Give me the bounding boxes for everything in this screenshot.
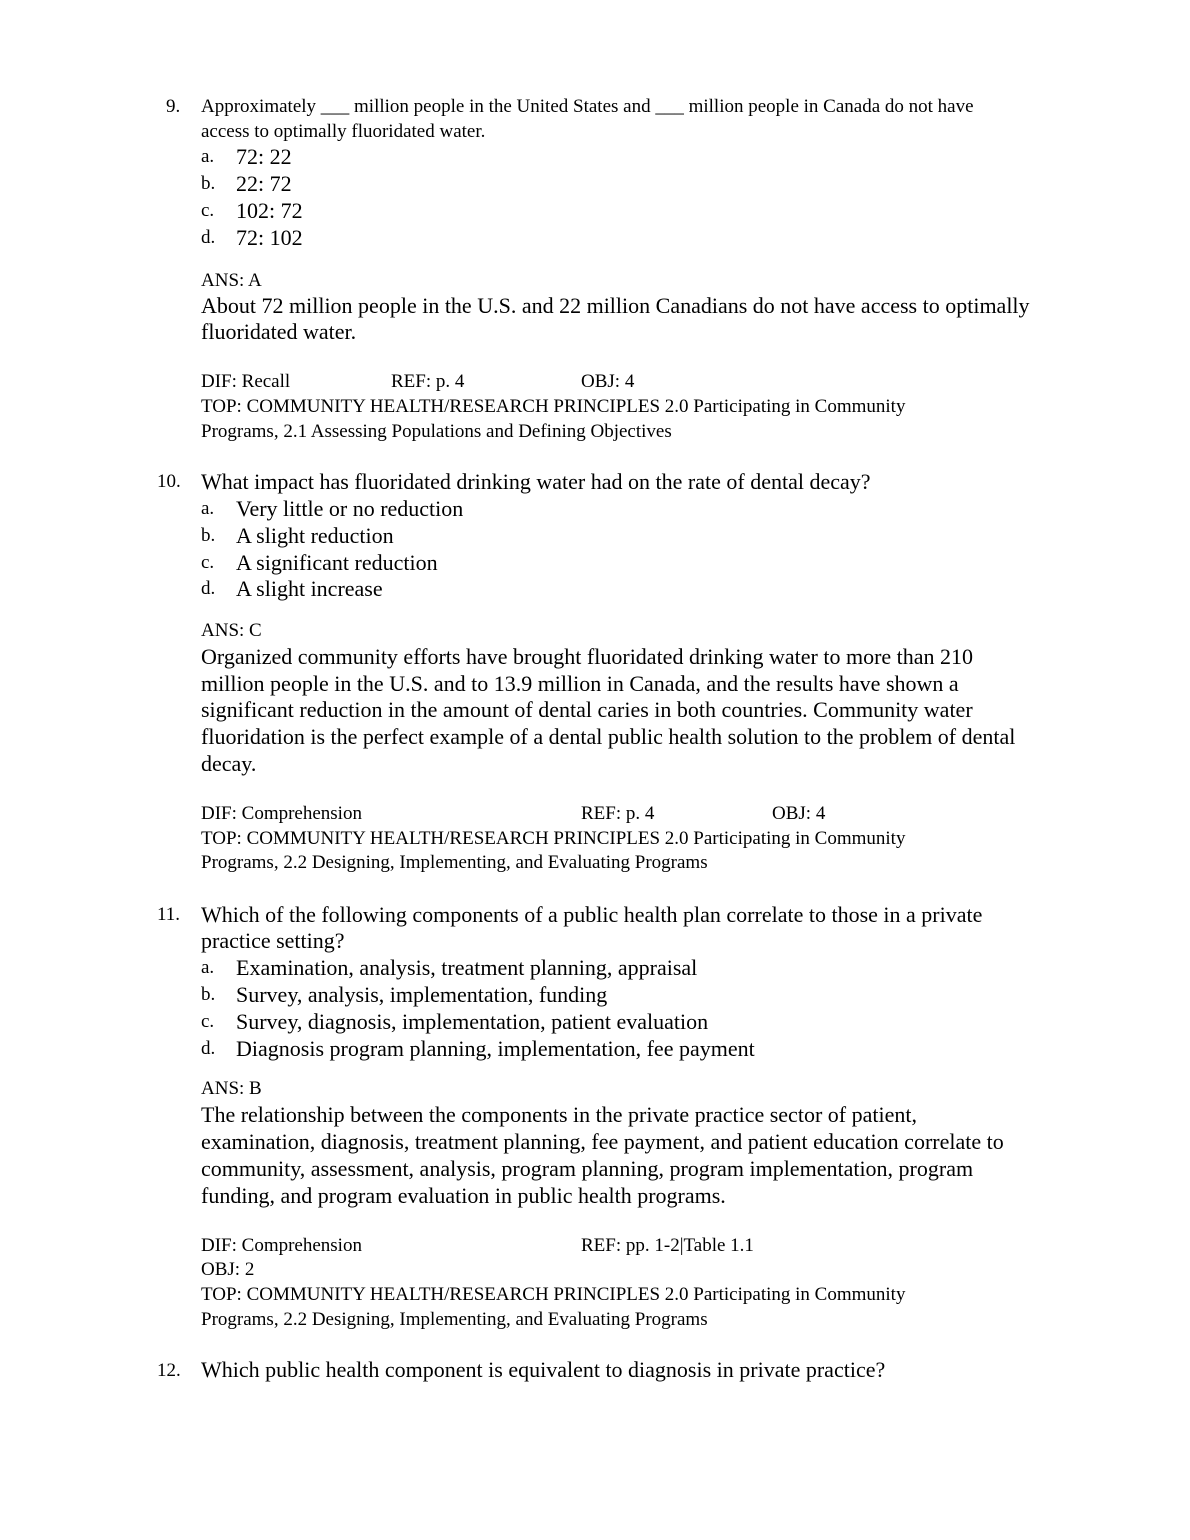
option-text: Diagnosis program planning, implementation, fee payment <box>236 1036 755 1061</box>
rationale-line: About 72 million people in the U.S. and 22 million Canadians do not have access to optimally <box>201 293 1030 318</box>
objective: OBJ: 2 <box>201 1259 255 1280</box>
option-text: Survey, diagnosis, implementation, patient evaluation <box>236 1009 709 1034</box>
option-letter: d. <box>201 227 216 248</box>
question-stem-line: access to optimally fluoridated water. <box>201 121 486 142</box>
question-stem-line: Approximately ___ million people in the United States and ___ million people in Canada do not have <box>201 96 974 117</box>
objective: OBJ: 4 <box>581 371 635 392</box>
topic-line: TOP: COMMUNITY HEALTH/RESEARCH PRINCIPLES 2.0 Participating in Community <box>201 828 906 849</box>
option-text: 72: 102 <box>236 225 303 250</box>
topic-line: Programs, 2.2 Designing, Implementing, and Evaluating Programs <box>201 1309 708 1330</box>
option-letter: c. <box>201 552 215 573</box>
option-letter: a. <box>201 957 215 978</box>
option-text: A significant reduction <box>236 550 438 575</box>
option-text: Survey, analysis, implementation, funding <box>236 982 608 1007</box>
rationale-line: funding, and program evaluation in public health programs. <box>201 1183 726 1208</box>
reference: REF: pp. 1-2|Table 1.1 <box>581 1235 754 1256</box>
option-letter: a. <box>201 146 215 167</box>
difficulty: DIF: Recall <box>201 371 291 392</box>
question-number: 10. <box>157 471 181 492</box>
rationale-line: Organized community efforts have brought fluoridated drinking water to more than 210 <box>201 644 974 669</box>
difficulty: DIF: Comprehension <box>201 803 362 824</box>
option-letter: a. <box>201 498 215 519</box>
option-text: Very little or no reduction <box>236 496 464 521</box>
option-text: 22: 72 <box>236 171 292 196</box>
topic-line: TOP: COMMUNITY HEALTH/RESEARCH PRINCIPLES 2.0 Participating in Community <box>201 396 906 417</box>
rationale-line: significant reduction in the amount of dental caries in both countries. Community water <box>201 697 973 722</box>
question-stem-line: Which of the following components of a public health plan correlate to those in a private <box>201 902 983 927</box>
question-number: 11. <box>157 904 181 925</box>
option-letter: b. <box>201 525 216 546</box>
rationale-line: fluoridation is the perfect example of a dental public health solution to the problem of dental <box>201 724 1016 749</box>
rationale-line: The relationship between the components in the private practice sector of patient, <box>201 1102 917 1127</box>
reference: REF: p. 4 <box>391 371 465 392</box>
option-letter: b. <box>201 984 216 1005</box>
rationale-line: fluoridated water. <box>201 319 357 344</box>
topic-line: TOP: COMMUNITY HEALTH/RESEARCH PRINCIPLES 2.0 Participating in Community <box>201 1284 906 1305</box>
topic-line: Programs, 2.2 Designing, Implementing, and Evaluating Programs <box>201 852 708 873</box>
option-text: 72: 22 <box>236 144 292 169</box>
rationale-line: examination, diagnosis, treatment planning, fee payment, and patient education correlate to <box>201 1129 1004 1154</box>
rationale-line: community, assessment, analysis, program planning, program implementation, program <box>201 1156 974 1181</box>
reference: REF: p. 4 <box>581 803 655 824</box>
question-stem-line: Which public health component is equivalent to diagnosis in private practice? <box>201 1357 886 1382</box>
topic-line: Programs, 2.1 Assessing Populations and Defining Objectives <box>201 421 672 442</box>
option-text: A slight reduction <box>236 523 394 548</box>
option-text: Examination, analysis, treatment planning, appraisal <box>236 955 698 980</box>
option-text: 102: 72 <box>236 198 303 223</box>
answer-key: ANS: B <box>201 1078 262 1099</box>
option-letter: d. <box>201 1038 216 1059</box>
option-letter: b. <box>201 173 216 194</box>
rationale-line: million people in the U.S. and to 13.9 million in Canada, and the results have shown a <box>201 671 959 696</box>
question-stem-line: practice setting? <box>201 928 345 953</box>
option-letter: c. <box>201 1011 215 1032</box>
option-letter: d. <box>201 578 216 599</box>
question-stem-line: What impact has fluoridated drinking water had on the rate of dental decay? <box>201 469 871 494</box>
question-number: 12. <box>157 1360 181 1381</box>
option-text: A slight increase <box>236 576 383 601</box>
option-letter: c. <box>201 200 215 221</box>
rationale-line: decay. <box>201 751 257 776</box>
answer-key: ANS: C <box>201 620 262 641</box>
objective: OBJ: 4 <box>772 803 826 824</box>
question-number: 9. <box>166 96 181 117</box>
difficulty: DIF: Comprehension <box>201 1235 362 1256</box>
answer-key: ANS: A <box>201 270 262 291</box>
